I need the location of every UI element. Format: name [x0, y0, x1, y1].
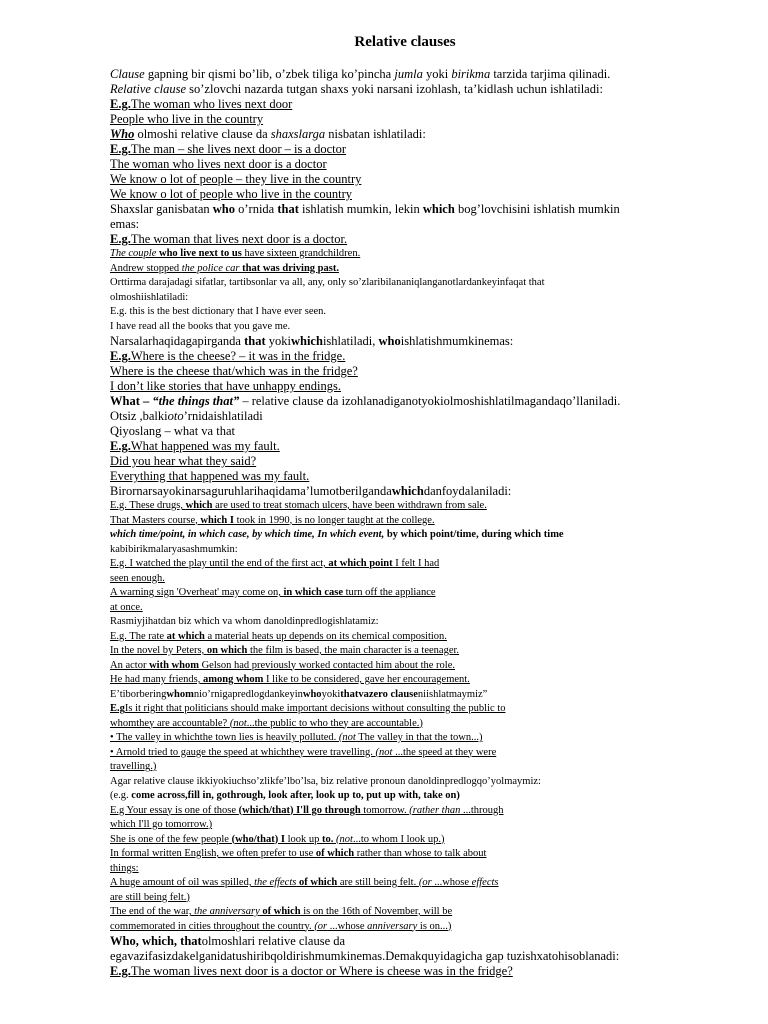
- text-run: E.g. I watched the play until the end of the first act,: [110, 558, 329, 569]
- document-body: [110, 67, 700, 979]
- text-line: [110, 454, 700, 469]
- text-line: [110, 615, 700, 630]
- text-run: birikma: [451, 67, 491, 81]
- text-run: Gelson had previously worked contacted him about the role.: [198, 659, 455, 671]
- text-run: oto: [167, 409, 184, 423]
- text-line: [110, 717, 700, 732]
- text-run: at once.: [110, 601, 143, 613]
- text-line: [110, 731, 700, 746]
- text-run: of which: [259, 906, 301, 917]
- text-run: yoki: [321, 688, 341, 700]
- text-line: [110, 112, 700, 127]
- text-run: Birornarsayokinarsaguruhlarihaqidama’lumotberilganda: [110, 484, 392, 498]
- text-run: to.: [322, 833, 334, 845]
- text-run: Shaxslar ganisbatan: [110, 202, 213, 216]
- text-run: by which point/time, during which time: [384, 529, 564, 540]
- text-run: who: [212, 202, 235, 216]
- text-line: [110, 157, 700, 172]
- text-line: [110, 394, 700, 409]
- text-line: [110, 262, 700, 277]
- text-run: Is it right that politicians should make important decisions without consulting the public to: [124, 703, 506, 714]
- text-line: [110, 499, 700, 514]
- text-run: (who/that) I: [231, 833, 285, 845]
- text-run: E.g. The rate: [110, 630, 167, 642]
- text-run: • Arnold tried to gauge the speed at whichthey were travelling.: [110, 746, 376, 758]
- text-run: that: [340, 688, 359, 700]
- text-run: things:: [110, 862, 139, 874]
- text-run: A warning sign 'Overheat' may come on,: [110, 587, 284, 598]
- text-run: ...through: [460, 804, 504, 816]
- text-run: Everything that happened was my fault.: [110, 469, 310, 483]
- document-page: [110, 30, 700, 979]
- text-run: We know o lot of people who live in the country: [110, 187, 352, 201]
- text-line: [110, 673, 700, 688]
- text-run: which I: [200, 514, 234, 526]
- text-run: What happened was my fault.: [130, 439, 280, 453]
- text-run: Did you hear what they said?: [110, 454, 257, 468]
- text-run: effects: [471, 877, 499, 888]
- text-run: E.g. These drugs,: [110, 500, 186, 511]
- text-line: [110, 364, 700, 379]
- text-run: (e.g.: [110, 790, 132, 801]
- text-run: a material heats up depends on its chemical composition.: [204, 630, 447, 642]
- text-run: yoki: [265, 334, 291, 348]
- text-line: [110, 172, 700, 187]
- text-run: of which: [315, 848, 355, 859]
- text-run: ishlatishmumkinemas:: [400, 334, 514, 348]
- text-run: Andrew stopped: [110, 262, 182, 274]
- text-run: That Masters course,: [110, 514, 201, 526]
- text-run: yoki: [422, 67, 452, 81]
- text-line: [110, 557, 700, 572]
- text-run: (not: [375, 746, 393, 758]
- text-line: [110, 601, 700, 616]
- text-run: Narsalarhaqidagapirganda: [110, 334, 245, 348]
- text-run: ...the speed at they were: [392, 746, 497, 758]
- text-run: Agar relative clause ikkiyokiuchso’zlikfe’lbo’lsa, biz relative pronoun danoldinpredlogqo’yolmaymiz:: [110, 775, 541, 787]
- text-run: of which: [296, 877, 338, 888]
- text-line: [110, 528, 700, 543]
- text-run: (not: [333, 833, 353, 845]
- text-run: the film is based, the main character is a teenager.: [247, 645, 460, 656]
- text-run: What –: [110, 394, 153, 408]
- text-run: Relative clause: [110, 82, 187, 96]
- text-run: which: [185, 500, 213, 511]
- text-run: are used to treat stomach ulcers, have been withdrawn from sale.: [212, 500, 487, 511]
- text-run: which: [290, 334, 323, 348]
- text-line: [110, 439, 700, 454]
- text-run: kabibirikmalaryasashmumkin:: [110, 543, 238, 555]
- text-line: [110, 543, 700, 558]
- text-run: The couple: [110, 248, 157, 259]
- text-run: (not: [338, 732, 356, 743]
- text-run: turn off the appliance: [343, 587, 436, 598]
- text-line: [110, 847, 700, 862]
- text-line: [110, 644, 700, 659]
- text-run: I have read all the books that you gave me.: [110, 320, 291, 332]
- text-run: among whom: [203, 674, 264, 685]
- text-run: olmoshlari relative clause da: [201, 934, 346, 948]
- text-line: [110, 804, 700, 819]
- text-run: People who live in the country: [110, 112, 264, 126]
- text-run: ...the public to who they are accountable.): [246, 717, 423, 729]
- text-run: The end of the war,: [110, 906, 195, 917]
- text-run: olmoshi relative clause da: [134, 127, 271, 141]
- text-run: are still being felt.: [337, 877, 419, 888]
- text-run: ...whose: [327, 920, 368, 932]
- text-run: E.g.: [110, 232, 131, 246]
- text-run: The woman lives next door is a doctor or Where is cheese was in the fridge?: [130, 964, 513, 978]
- text-line: [110, 760, 700, 775]
- text-line: [110, 320, 700, 335]
- text-line: [110, 818, 700, 833]
- text-run: E.g.: [110, 142, 131, 156]
- text-run: – relative clause da izohlanadiganotyokiolmoshishlatilmagandaqo’llaniladi.: [239, 394, 621, 408]
- text-run: travelling.): [110, 761, 157, 772]
- text-run: Otsiz ,balki: [110, 409, 168, 423]
- text-line: [110, 379, 700, 394]
- text-run: gapning bir qismi bo’lib, o’zbek tiliga ko’pincha: [144, 67, 395, 81]
- text-run: (or: [314, 920, 328, 932]
- text-run: which: [422, 202, 455, 216]
- text-run: ishlatish mumkin, lekin: [298, 202, 423, 216]
- text-run: • The valley in whichthe town lies is heavily polluted.: [110, 732, 339, 743]
- text-line: [110, 97, 700, 112]
- text-line: [110, 862, 700, 877]
- text-run: A huge amount of oil was spilled,: [110, 877, 255, 888]
- text-line: [110, 484, 700, 499]
- text-line: [110, 688, 700, 703]
- text-run: that was driving past.: [239, 262, 339, 274]
- text-run: o’rnida: [235, 202, 278, 216]
- text-line: [110, 142, 700, 157]
- text-line: [110, 702, 700, 717]
- text-run: We know o lot of people – they live in the country: [110, 172, 362, 186]
- text-run: have sixteen grandchildren.: [241, 248, 361, 259]
- text-run: E.g. this is the best dictionary that I have ever seen.: [110, 306, 327, 317]
- text-run: I like to be considered, gave her encouragement.: [263, 674, 470, 685]
- text-line: [110, 775, 700, 790]
- text-run: Rasmiyjihatdan biz which va whom danoldinpredlogishlatamiz:: [110, 616, 379, 627]
- text-run: commemorated in cities throughout the country.: [110, 920, 315, 932]
- text-run: took in 1990, is no longer taught at the college.: [233, 514, 435, 526]
- text-line: [110, 82, 700, 97]
- text-line: [110, 891, 700, 906]
- text-run: (not: [229, 717, 247, 729]
- text-run: who: [302, 688, 322, 700]
- text-run: (which/that) I'll go through: [238, 804, 361, 816]
- text-run: is on...): [417, 920, 452, 932]
- text-run: which time/point, in which case, by which time, In which event,: [110, 529, 385, 540]
- text-line: [110, 630, 700, 645]
- text-line: [110, 276, 700, 291]
- text-line: [110, 572, 700, 587]
- text-run: E.g: [110, 703, 125, 714]
- text-line: [110, 469, 700, 484]
- text-run: He had many friends,: [110, 674, 204, 685]
- text-line: [110, 334, 700, 349]
- text-run: with whom: [149, 659, 199, 671]
- text-run: that: [244, 334, 266, 348]
- text-run: E’tiborbering: [110, 688, 167, 700]
- text-line: [110, 409, 700, 424]
- text-line: [110, 659, 700, 674]
- text-run: “the things that”: [152, 394, 240, 408]
- text-run: Who: [110, 127, 135, 141]
- text-run: who: [378, 334, 401, 348]
- page-title: Relative clauses: [354, 34, 456, 50]
- text-run: The man – she lives next door – is a doctor: [130, 142, 347, 156]
- text-line: [110, 514, 700, 529]
- text-run: bog’lovchisini ishlatish mumkin: [454, 202, 620, 216]
- text-run: In the novel by Peters,: [110, 645, 207, 656]
- text-run: tarzida tarjima qilinadi.: [490, 67, 611, 81]
- text-run: egavazifasizdakelganidatushiribqoldirishmumkinemas.Demakquyidagicha gap tuzishxatohisoblanadi:: [110, 949, 620, 963]
- text-line: [110, 876, 700, 891]
- text-run: the effects: [254, 877, 297, 888]
- text-run: Where is the cheese that/which was in the fridge?: [110, 364, 358, 378]
- text-line: [110, 202, 700, 217]
- text-run: An actor: [110, 659, 150, 671]
- text-run: The valley in that the town...): [355, 732, 483, 743]
- text-line: [110, 920, 700, 935]
- text-run: The woman who lives next door: [130, 97, 293, 111]
- text-line: [110, 833, 700, 848]
- text-run: anniversary: [367, 920, 418, 932]
- text-run: in which case: [283, 587, 344, 598]
- text-run: olmoshiishlatiladi:: [110, 291, 189, 303]
- text-run: She is one of the few people: [110, 833, 232, 845]
- text-run: ...whose: [431, 877, 472, 888]
- text-run: at which point: [328, 558, 393, 569]
- text-run: shaxslarga: [270, 127, 326, 141]
- text-run: Clause: [110, 67, 145, 81]
- text-run: the police car: [181, 262, 240, 274]
- text-run: (rather than: [409, 804, 461, 816]
- text-run: is on the 16th of November, will be: [300, 906, 453, 917]
- text-line: [110, 964, 700, 979]
- text-run: seen enough.: [110, 572, 165, 584]
- text-run: on which: [206, 645, 248, 656]
- text-line: [110, 746, 700, 761]
- text-line: [110, 217, 700, 232]
- text-run: E.g.: [110, 97, 131, 111]
- text-run: (or: [418, 877, 432, 888]
- text-line: [110, 232, 700, 247]
- text-run: vazero clause: [358, 688, 418, 700]
- text-line: [110, 67, 700, 82]
- text-run: The woman that lives next door is a doctor.: [130, 232, 348, 246]
- text-run: whomthey are accountable?: [110, 717, 230, 729]
- text-run: E.g.: [110, 349, 131, 363]
- text-run: In formal written English, we often prefer to use: [110, 848, 316, 859]
- text-run: Qiyoslang – what va that: [110, 424, 235, 438]
- text-run: nio’rnigapredlogdankeyin: [193, 688, 303, 700]
- text-line: [110, 949, 700, 964]
- text-run: emas:: [110, 217, 140, 231]
- text-run: ’rnidaishlatiladi: [183, 409, 263, 423]
- text-run: that: [277, 202, 299, 216]
- text-run: nisbatan ishlatiladi:: [325, 127, 426, 141]
- text-line: [110, 586, 700, 601]
- text-run: E.g.: [110, 439, 131, 453]
- text-line: [110, 349, 700, 364]
- text-line: [110, 187, 700, 202]
- text-line: [110, 905, 700, 920]
- text-run: danfoydalaniladi:: [423, 484, 512, 498]
- text-run: so’zlovchi nazarda tutgan shaxs yoki narsani izohlash, ta’kidlash uchun ishlatiladi:: [186, 82, 603, 96]
- text-run: niishlatmaymiz”: [417, 688, 488, 700]
- text-run: which: [391, 484, 424, 498]
- text-run: which I'll go tomorrow.): [110, 819, 213, 830]
- text-run: look up: [284, 833, 323, 845]
- text-line: [110, 789, 700, 804]
- text-run: ishlatiladi,: [322, 334, 379, 348]
- text-run: whom: [166, 688, 194, 700]
- text-line: [110, 127, 700, 142]
- text-line: [110, 247, 700, 262]
- text-run: at which: [166, 630, 205, 642]
- text-run: ...to whom I look up.): [352, 833, 445, 845]
- text-run: I felt I had: [392, 558, 440, 569]
- text-run: tomorrow.: [360, 804, 410, 816]
- text-line: [110, 305, 700, 320]
- text-run: Where is the cheese? – it was in the fridge.: [130, 349, 346, 363]
- text-run: The woman who lives next door is a doctor: [110, 157, 327, 171]
- text-line: [110, 291, 700, 306]
- text-run: who live next to us: [156, 248, 242, 259]
- text-run: are still being felt.): [110, 891, 190, 903]
- text-run: jumla: [394, 67, 423, 81]
- text-run: E.g Your essay is one of those: [110, 804, 239, 816]
- text-run: come across,fill in, gothrough, look after, look up to, put up with, take on): [131, 790, 460, 801]
- text-line: [110, 424, 700, 439]
- text-run: I don’t like stories that have unhappy endings.: [110, 379, 341, 393]
- text-run: rather than whose to talk about: [354, 848, 487, 859]
- text-run: Who, which, that: [110, 934, 202, 948]
- text-line: [110, 934, 700, 949]
- text-run: Orttirma darajadagi sifatlar, tartibsonlar va all, any, only so’zlaribilananiqlanganotlardankeyinfaqat that: [110, 277, 545, 288]
- text-run: E.g.: [110, 964, 131, 978]
- text-run: the anniversary: [194, 906, 260, 917]
